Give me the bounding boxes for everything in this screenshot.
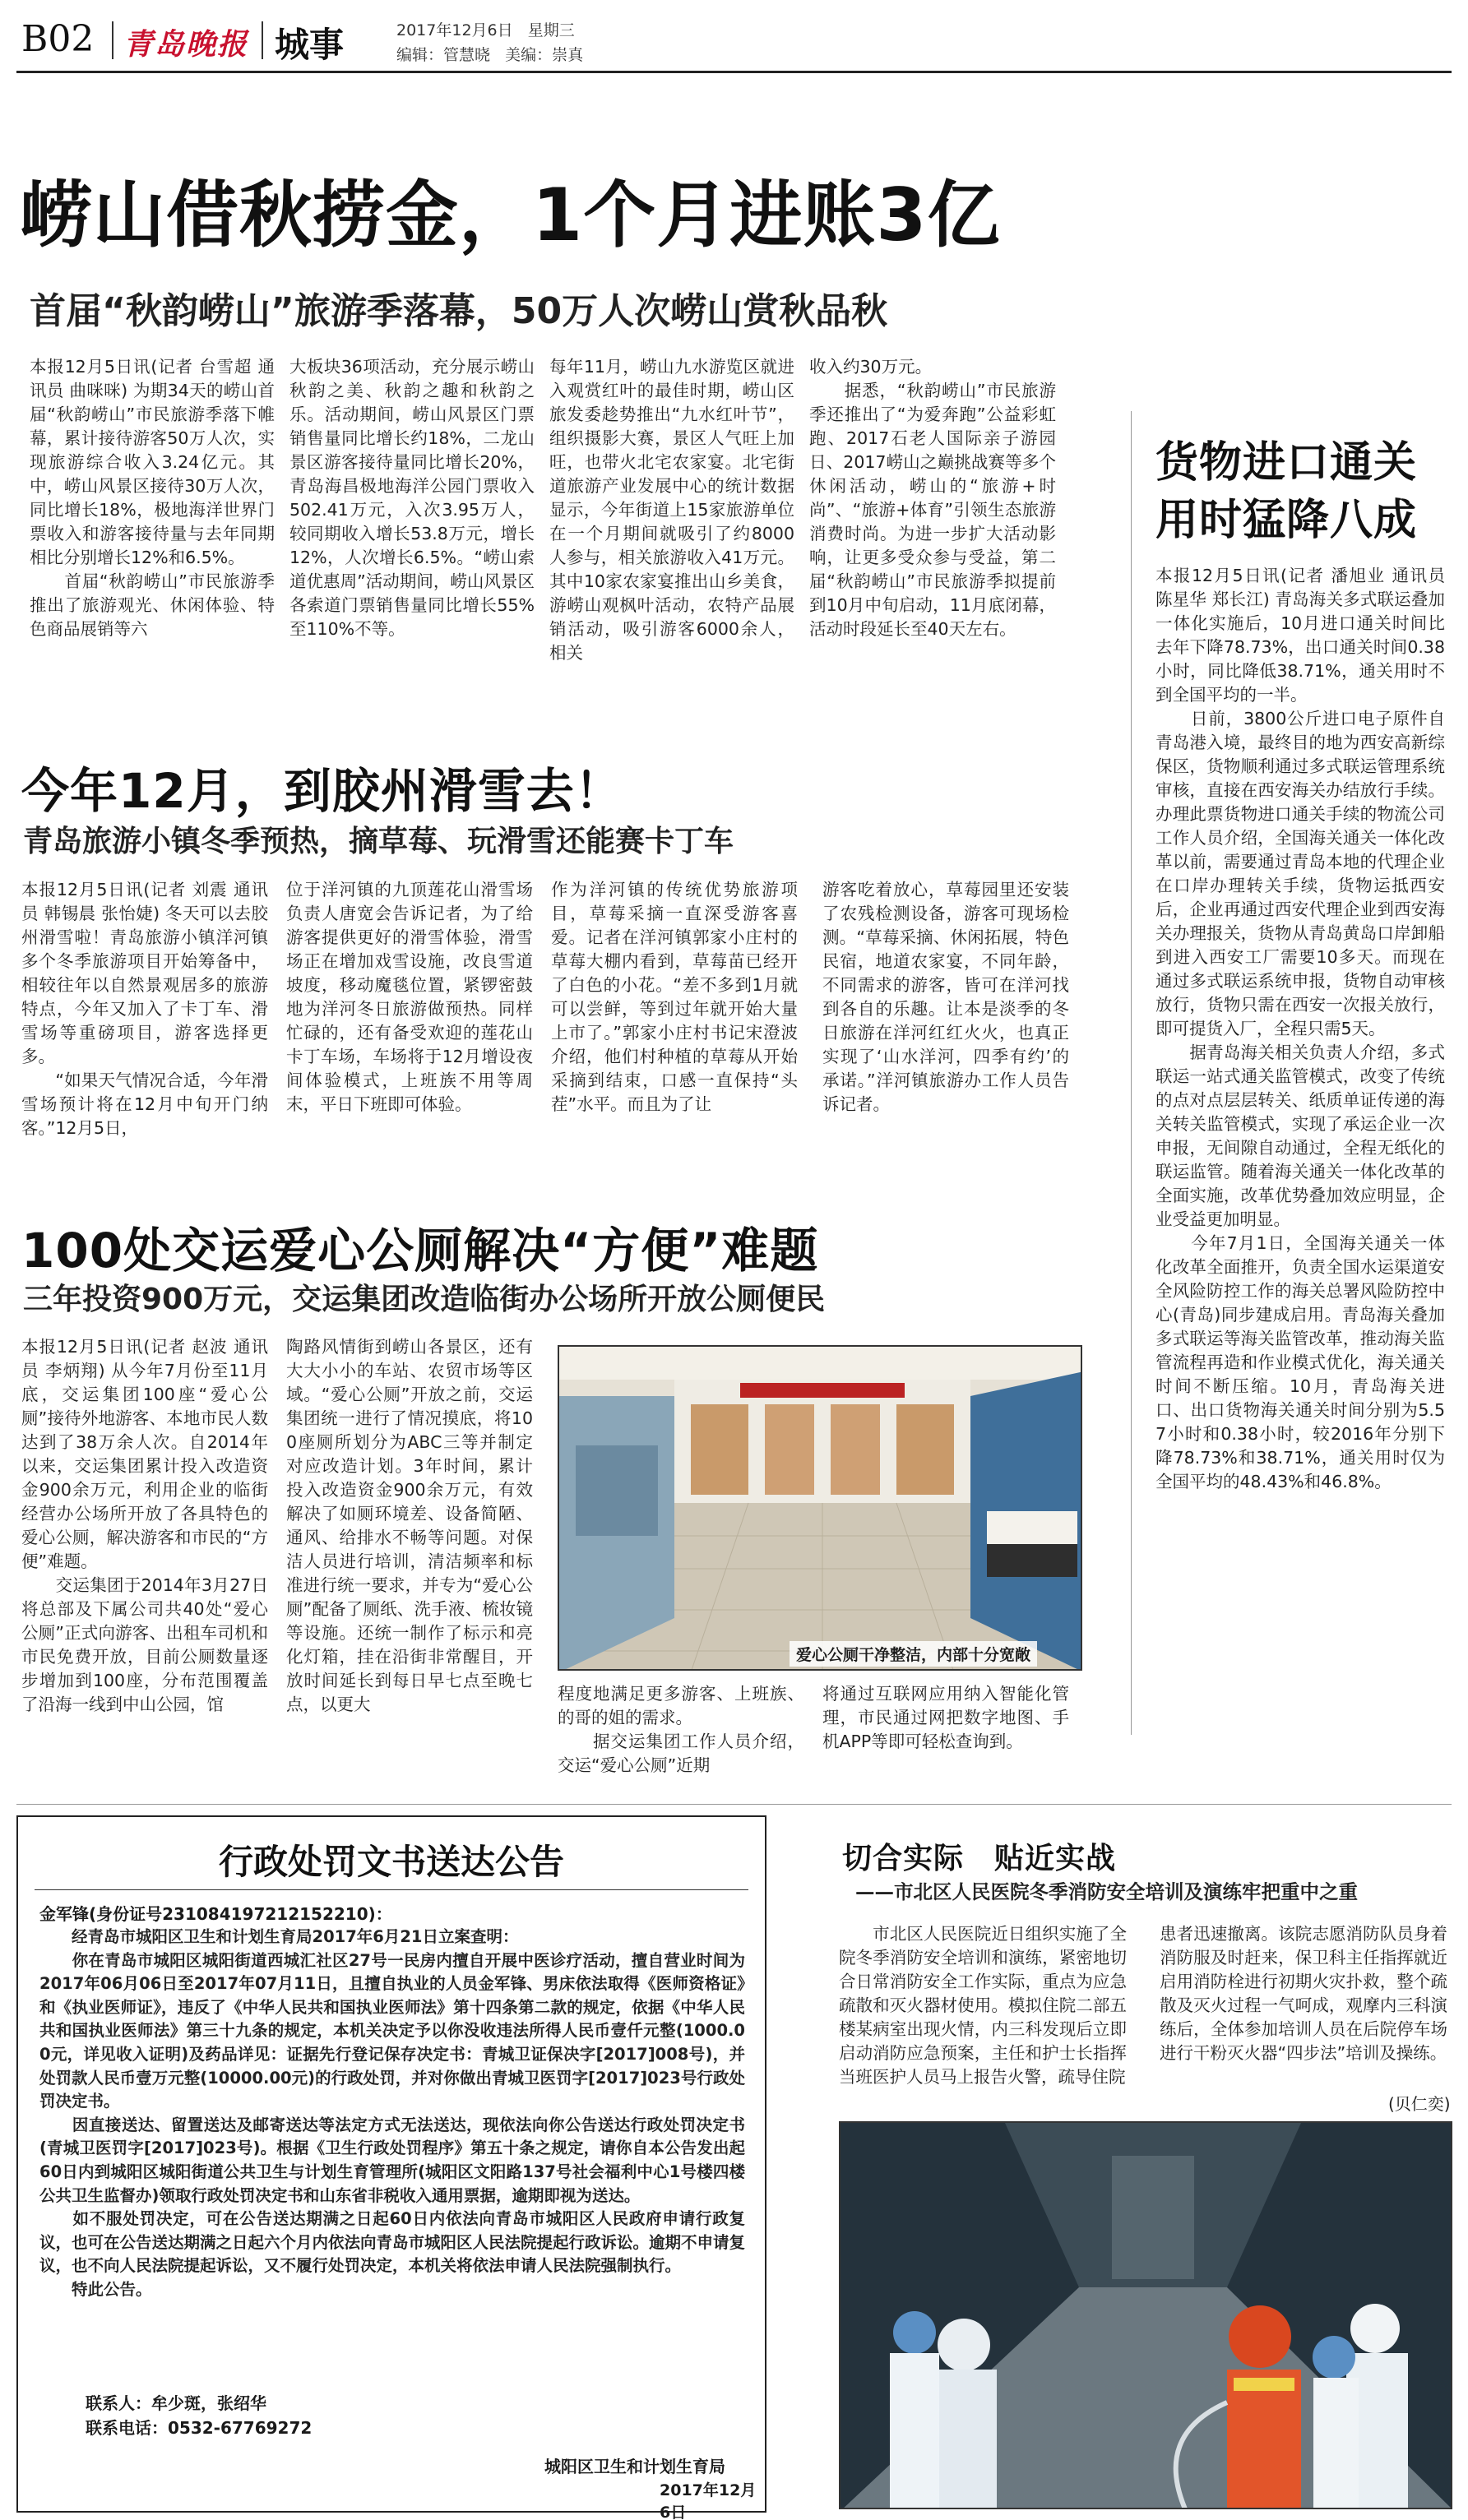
customs-body: 本报12月5日讯(记者 潘旭业 通讯员 陈星华 郑长江) 青岛海关多式联运叠加一体化实施后，10月进口通关时间比去年下降78.73%，出口通关时间0.38小时，同比降低38.71%，通关用时不到全国平均的一半。 日前，3800公斤进口电子原件自青岛港入境，最终目的地为西安高新综保区，货物顺利通过多式联运管理系统审核，直接在西安海关办结放行手续。办理此票货物进口通关手续的物流公司工作人员介绍，全国海关通关一体化改革以前，需要通过青岛本地的代理企业在口岸办理转关手续，货物运抵西安后，企业再通过西安代理企业到西安海关办理报关，货物从青岛黄岛口岸卸船到进入西安工厂需要10多天。而现在通过多式联运系统申报，货物自动审核放行，货物只需在西安一次报关放行，即可提货入厂，全程只需5天。 据青岛海关相关负责人介绍，多式联运一站式通关监管模式，改变了传统的点对点层层转关、纸质单证传递的海关转关监管模式，实现了承运企业一次申报，无间隙自动通过，全程无纸化的联运监管。随着海关通关一体化改革的全面实施，改革优势叠加效应明显，企业受益更加明显。 今年7月1日，全国海关通关一体化改革全面推开，负责全国水运渠道安全风险防控工作的海关总署风险防控中心(青岛)同步建成启用。青岛海关叠加多式联运等海关监管改革，推动海关监管流程再造和作业模式优化，海关通关时间不断压缩。10月，青岛海关进口、出口货物海关通关时间分别为5.57小时和0.38小时，较2016年分别下降78.73%和38.71%，通关用时仅为全国平均的48.43%和46.8%。 [1155, 566, 1445, 1491]
ski-column-1: 本报12月5日讯(记者 刘震 通讯员 韩锡晨 张怡婕) 冬天可以去胶州滑雪啦！青岛旅游小镇洋河镇多个冬季旅游项目开始筹备中，相较往年以自然景观居多的旅游特点，今年又加入了卡丁车、滑雪场等重磅项目，游客选择更多。 “如果天气情况合适，今年滑雪场预计将在12月中旬开门纳客。”12月5日， [21, 880, 268, 1138]
customs-headline-line2: 用时猛降八成 [1155, 496, 1418, 545]
toilet-column-4: 将通过互联网应用纳入智能化管理，市民通过网把数字地图、手机APP等即可轻松查询到。 [822, 1684, 1069, 1751]
notice-sign-date: 2017年12月6日 [660, 2481, 757, 2520]
section-name: 城事 [275, 25, 345, 65]
masthead-divider [112, 21, 113, 59]
designer: 美编：崇真 [505, 46, 584, 64]
lead-column-4: 收入约30万元。 据悉，“秋韵崂山”市民旅游季还推出了“为爱奔跑”公益彩虹跑、2017石老人国际亲子游园日、2017崂山之巅挑战赛等多个休闲活动，崂山的“旅游+时尚”、“旅游+体育”引领生态旅游消费时尚。为进一步扩大活动影响，让更多受众参与受益，第二届“秋韵崂山”市民旅游季拟提前到10月中旬启动，11月底闭幕，活动时段延长至40天左右。 [809, 357, 1056, 639]
toilet-photo-caption: 爱心公厕干净整洁，内部十分宽敞 [790, 1641, 1037, 1667]
penalty-notice [16, 1815, 766, 2520]
notice-addressee: 金军锋(身份证号2310841972121522​10)： [39, 1904, 392, 1924]
toilet-column-3: 程度地满足更多游客、上班族、的哥的姐的需求。 据交运集团工作人员介绍，交运“爱心公厕”近期 [558, 1684, 804, 1775]
masthead-divider [262, 21, 263, 59]
editor-line [396, 43, 583, 65]
ski-column-3: 作为洋河镇的传统优势旅游项目，草莓采摘一直深受游客喜爱。记者在洋河镇郭家小庄村的草莓大棚内看到，草莓苗已经开了白色的小花。“差不多到1月就可以尝鲜，等到过年就开始大量上市了。”郭家小庄村书记宋澄波介绍，他们村种植的草莓从开始采摘到结束，口感一直保持“头茬”水平。而且为了让 [551, 880, 798, 1114]
section-rule [16, 1804, 1452, 1805]
toilet-column-1: 本报12月5日讯(记者 赵波 通讯员 李炳翔) 从今年7月份至11月底，交运集团100座“爱心公厕”接待外地游客、本地市民人数达到了38万余人次。自2014年以来，交运集团累计投入改造资金900余万元，利用企业的临街经营办公场所开放了各具特色的爱心公厕，解决游客和市民的“方便”难题。 交运集团于2014年3月27日将总部及下属公司共40处“爱心公厕”正式向游客、出租车司机和市民免费开放，目前公厕数量逐步增加到100座，分布范围覆盖了沿海一线到中山公园，馆 [21, 1337, 268, 1714]
customs-headline-line1: 货物进口通关 [1155, 438, 1418, 488]
hospital-subheadline: ——市北区人民医院冬季消防安全培训及演练牢把重中之重 [855, 1880, 1358, 1903]
column-divider [1131, 411, 1132, 1735]
issue-date: 2017年12月6日 [396, 21, 513, 39]
notice-title-rule [35, 1889, 748, 1890]
ski-column-4: 游客吃着放心，草莓园里还安装了农残检测设备，游客可现场检测。“草莓采摘、休闲拓展，特色民宿，地道农家宴，不同年龄，不同需求的游客，皆可在洋河找到各自的乐趣。让本是淡季的冬日旅游在洋河红红火火，也真正实现了‘山水洋河，四季有约’的承诺。”洋河镇旅游办工作人员告诉记者。 [822, 880, 1069, 1114]
toilet-subheadline: 三年投资900万元，交运集团改造临街办公场所开放公厕便民 [23, 1283, 826, 1316]
hospital-column-1: 市北区人民医院近日组织实施了全院冬季消防安全培训和演练，紧密地切合日常消防安全工作实际，重点为应急疏散和灭火器材使用。模拟住院二部五楼某病室出现火情，内三科发现后立即启动消防应急预案，主任和护士长指挥当班医护人员马上报告火警，疏导住院 [839, 1924, 1127, 2087]
notice-title: 行政处罚文书送达公告 [218, 1842, 564, 1882]
lead-column-3: 每年11月，崂山九水游览区就进入观赏红叶的最佳时期，崂山区旅发委趁势推出“九水红叶节”，组织摄影大赛，景区人气旺上加旺，也带火北宅农家宴。北宅街道旅游产业发展中心的统计数据显示，今年街道上15家旅游单位在一个月期间就吸引了约8000人参与，相关旅游收入41万元。其中10家农家宴推出山乡美食，游崂山观枫叶活动，农特产品展销活动，吸引游客6000余人，相关 [549, 357, 794, 663]
masthead-rule [16, 71, 1452, 73]
ski-headline: 今年12月，到胶州滑雪去！ [21, 763, 623, 819]
issue-date-line [396, 18, 575, 40]
fire-drill-illustration [841, 2123, 1452, 2509]
ski-subheadline: 青岛旅游小镇冬季预热，摘草莓、玩滑雪还能赛卡丁车 [23, 825, 734, 858]
fire-drill-photo [839, 2121, 1452, 2509]
lead-headline: 崂山借秋捞金，1个月进账3亿 [20, 173, 1001, 257]
notice-body: 经青岛市城阳区卫生和计划生育局2017年6月21日立案查明： 你在青岛市城阳区城阳街道西城汇社区27号一民房内擅自开展中医诊疗活动，擅自营业时间为2017年06月06日至2017年07月11日，且擅自执业的人员金军锋、男床依法取得《医师资格证》和《执业医师证》，违反了《中华人民共和国执业医师法》第十四条第二款的规定，依据《中华人民共和国执业医师法》第三十九条的规定，本机关决定予以你没收违法所得人民币壹仟元整(1000.00元，详见收入证明)及药品详见：证据先行登记保存决定书：青城卫证保决字[2017]008号)，并处罚款人民币壹万元整(10000.00元)的行政处罚，并对你做出青城卫医罚字[2017]023号行政处罚决定书。 因直接送达、留置送达及邮寄送达等法定方式无法送达，现依法向你公告送达行政处罚决定书(青城卫医罚字[2017]023号)。根据《卫生行政处罚程序》第五十条之规定，请你自本公告发出起60日内到城阳区城阳街道公共卫生与计划生育管理所(城阳区文阳路137号社会福利中心1号楼四楼公共卫生监督办)领取行政处罚决定书和山东省非税收入通用票据，逾期即视为送达。 如不服处罚决定，可在公告送达期满之日起60日内依法向青岛市城阳区人民政府申请行政复议，也可在公告送达期满之日起六个月内依法向青岛市城阳区人民法院提起行政诉讼。逾期不申请复议，也不向人民法院提起诉讼，又不履行处罚决定，本机关将依法申请人民法院强制执行。 特此公告。 [39, 1927, 746, 2299]
toilet-photo [558, 1345, 1082, 1671]
hospital-headline: 切合实际 贴近实战 [842, 1842, 1117, 1875]
paper-logo: 青岛晚报 [123, 27, 249, 62]
restroom-illustration [559, 1347, 1082, 1671]
lead-column-1: 本报12月5日讯(记者 台雪超 通讯员 曲咪咪) 为期34天的崂山首届“秋韵崂山”市民旅游季落下帷幕，累计接待游客50万人次，实现旅游综合收入3.24亿元。其中，崂山风景区接待30万人次，同比增长18%，极地海洋世界门票收入和游客接待量与去年同期相比分别增长12%和6.5%。 首届“秋韵崂山”市民旅游季推出了旅游观光、休闲体验、特色商品展销等六 [30, 357, 275, 639]
lead-subheadline: 首届“秋韵崂山”旅游季落幕，50万人次崂山赏秋品秋 [30, 290, 888, 332]
notice-signer: 城阳区卫生和计划生育局 [544, 2457, 725, 2476]
notice-contact: 联系人：牟少斑，张绍华 [86, 2393, 266, 2413]
hospital-byline: (贝仁奕) [1388, 2094, 1451, 2114]
issue-weekday: 星期三 [527, 21, 575, 39]
notice-phone: 联系电话：0532-67769272 [86, 2418, 313, 2438]
page-number: B02 [21, 18, 95, 60]
ski-column-2: 位于洋河镇的九顶莲花山滑雪场负责人唐宽会告诉记者，为了给游客提供更好的滑雪体验，滑雪场正在增加戏雪设施，改良雪道坡度，移动魔毯位置，紧锣密鼓地为洋河冬日旅游做预热。同样忙碌的，还有备受欢迎的莲花山卡丁车场，车场将于12月增设夜间体验模式，上班族不用等周末，平日下班即可体验。 [286, 880, 533, 1114]
hospital-column-2: 患者迅速撤离。该院志愿消防队员身着消防服及时赶来，保卫科主任指挥就近启用消防栓进行初期火灾扑救，整个疏散及灭火过程一气呵成，观摩内三科演练后，全体参加培训人员在后院停车场进行干粉灭火器“四步法”培训及操练。 [1160, 1924, 1447, 2063]
toilet-column-2: 陶路风情街到崂山各景区，还有大大小小的车站、农贸市场等区域。“爱心公厕”开放之前，交运集团统一进行了情况摸底，将100座厕所划分为ABC三等并制定对应改造计划。3年时间，累计投入改造资金900余万元，有效解决了如厕环境差、设备简陋、通风、给排水不畅等问题。对保洁人员进行培训，清洁频率和标准进行统一要求，并专为“爱心公厕”配备了厕纸、洗手液、梳妆镜等设施。还统一制作了标示和亮化灯箱，挂在沿街非常醒目，开放时间延长到每日早七点至晚七点，以更大 [286, 1337, 533, 1714]
editor: 编辑：管慧晓 [396, 46, 491, 64]
lead-column-2: 大板块36项活动，充分展示崂山秋韵之美、秋韵之趣和秋韵之乐。活动期间，崂山风景区门票销售量同比增长约18%，二龙山景区游客接待量同比增长20%，青岛海昌极地海洋公园门票收入502.41万元，入次3.95万人，较同期收入增长53.8万元，增长12%，人次增长6.5%。“崂山索道优惠周”活动期间，崂山风景区各索道门票销售量同比增长55%至110%不等。 [289, 357, 535, 639]
toilet-headline: 100处交运爱心公厕解决“方便”难题 [21, 1223, 819, 1278]
